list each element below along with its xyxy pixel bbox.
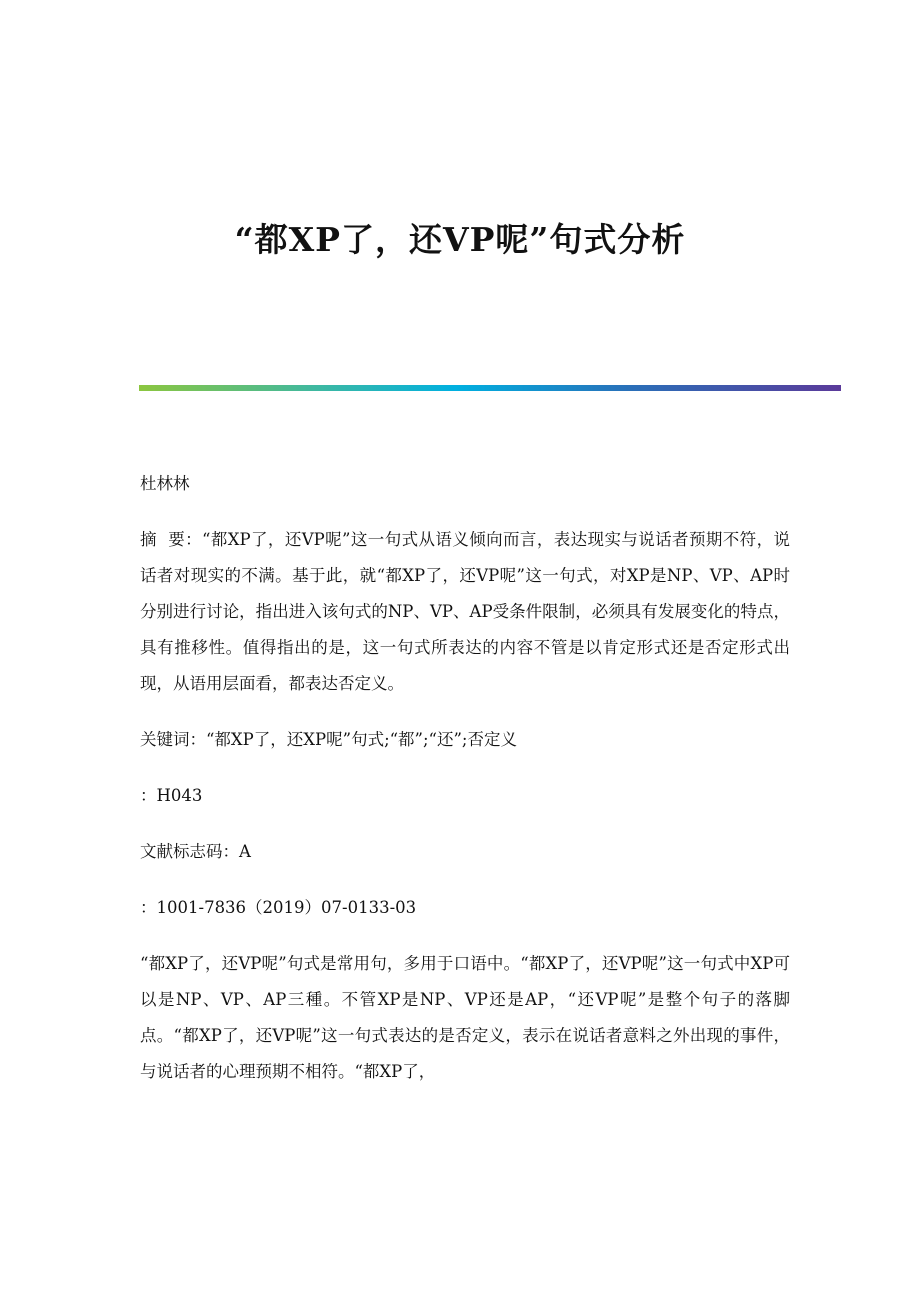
document-title: “都XP了，还VP呢”句式分析	[234, 220, 686, 259]
abstract-paragraph	[140, 522, 790, 702]
abstract-label: 摘 要：	[140, 530, 203, 549]
intro-paragraph: “都XP了，还VP呢”句式是常用句，多用于口语中。“都XP了，还VP呢”这一句式中XP可以是NP、VP、AP三種。不管XP是NP、VP还是AP，“还VP呢”是整个句子的落脚点。“都XP了，还VP呢”这一句式表达的是否定义，表示在说话者意料之外出现的事件，与说话者的心理预期不相符。“都XP了，	[140, 954, 790, 1081]
article-id: ：1001-7836（2019）07-0133-03	[140, 898, 417, 917]
gradient-divider	[139, 385, 841, 391]
document-body	[140, 466, 790, 1110]
keywords-label: 关键词：	[140, 730, 206, 749]
keywords-paragraph	[140, 722, 790, 758]
document-code: 文献标志码：A	[140, 842, 251, 861]
classification-number: ：H043	[140, 786, 203, 805]
keywords-text: “都XP了，还XP呢”句式;“都”;“还”;否定义	[206, 730, 517, 749]
abstract-text: “都XP了，还VP呢”这一句式从语义倾向而言，表达现实与说话者预期不符，说话者对现实的不满。基于此，就“都XP了，还VP呢”这一句式，对XP是NP、VP、AP时分别进行讨论，指出进入该句式的NP、VP、AP受条件限制，必须具有发展变化的特点，具有推移性。值得指出的是，这一句式所表达的内容不管是以肯定形式还是否定形式出现，从语用层面看，都表达否定义。	[140, 530, 790, 693]
author-name: 杜林林	[140, 474, 190, 493]
